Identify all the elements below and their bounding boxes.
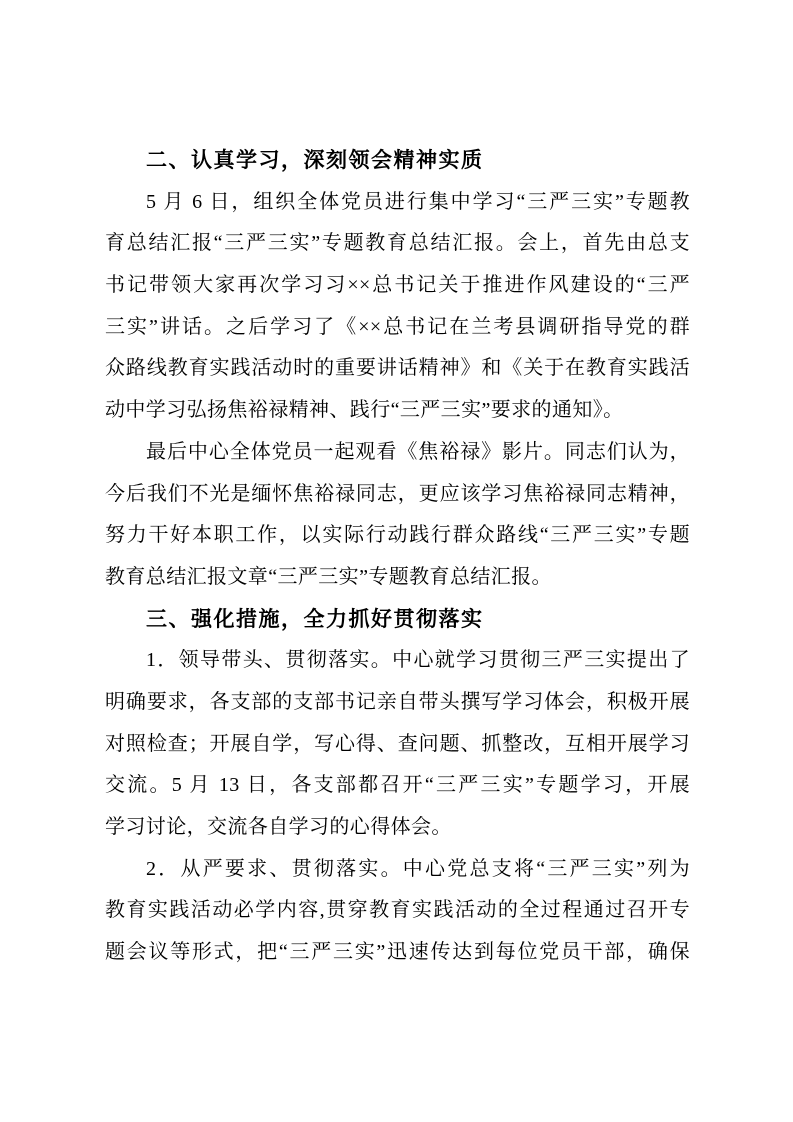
text-line: 对照检查；开展自学，写心得、查问题、抓整改，互相开展学习 xyxy=(105,732,690,755)
paragraph-3 xyxy=(105,640,690,848)
text-line: 明确要求，各支部的支部书记亲自带头撰写学习体会，积极开展 xyxy=(105,690,690,713)
text-line: 题会议等形式，把“三严三实”迅速传达到每位党员干部，确保 xyxy=(105,941,690,964)
section-heading-2: 二、认真学习，深刻领会精神实质 xyxy=(146,149,484,172)
text-line: 努力干好本职工作，以实际行动践行群众路线“三严三实”专题 xyxy=(105,524,690,547)
text-line: 2．从严要求、贯彻落实。中心党总支将“三严三实”列为 xyxy=(146,857,690,880)
text-line: 众路线教育实践活动时的重要讲话精神》和《关于在教育实践活 xyxy=(105,357,690,380)
paragraph-4 xyxy=(105,849,690,974)
text-line: 书记带领大家再次学习习××总书记关于推进作风建设的“三严 xyxy=(105,274,690,297)
text-line: 交流。5 月 13 日，各支部都召开“三严三实”专题学习，开展 xyxy=(105,774,690,797)
text-line: 动中学习弘扬焦裕禄精神、践行“三严三实”要求的通知》。 xyxy=(105,399,624,422)
text-line: 1．领导带头、贯彻落实。中心就学习贯彻三严三实提出了 xyxy=(146,649,690,672)
text-line: 今后我们不光是缅怀焦裕禄同志，更应该学习焦裕禄同志精神， xyxy=(105,482,690,505)
document-content xyxy=(105,140,690,974)
paragraph-1 xyxy=(105,182,690,432)
text-line: 教育总结汇报文章“三严三实”专题教育总结汇报。 xyxy=(105,565,552,588)
section-heading-3: 三、强化措施，全力抓好贯彻落实 xyxy=(146,607,484,631)
text-line: 教育实践活动必学内容,贯穿教育实践活动的全过程通过召开专 xyxy=(105,899,690,922)
text-line: 5 月 6 日，组织全体党员进行集中学习“三严三实”专题教 xyxy=(146,190,690,213)
text-line: 育总结汇报“三严三实”专题教育总结汇报。会上，首先由总支 xyxy=(105,232,690,255)
paragraph-2 xyxy=(105,432,690,599)
text-line: 最后中心全体党员一起观看《焦裕禄》影片。同志们认为， xyxy=(146,440,690,463)
text-line: 学习讨论，交流各自学习的心得体会。 xyxy=(105,816,452,838)
text-line: 三实”讲话。之后学习了《××总书记在兰考县调研指导党的群 xyxy=(105,315,690,338)
